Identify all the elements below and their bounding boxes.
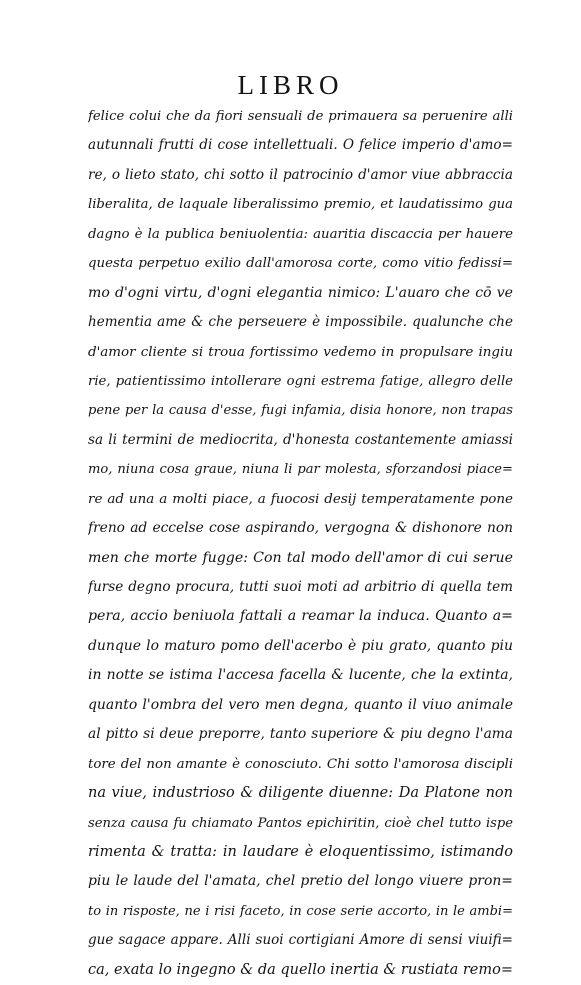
text-line: piu le laude del l'amata, chel pretio del longo viuere pron= <box>88 873 513 890</box>
text-line: re, o lieto stato, chi sotto il patrocinio d'amor viue abbraccia <box>88 166 513 183</box>
text-line: mo d'ogni virtu, d'ogni elegantia nimico: L'auaro che cō ve <box>88 284 513 301</box>
text-line: senza causa fu chiamato Pantos epichiritin, cioè chel tutto ispe <box>88 815 513 831</box>
text-line: felice colui che da fiori sensuali de primauera sa peruenire alli <box>88 109 513 124</box>
text-line: rimenta & tratta: in laudare è eloquentissimo, istimando <box>88 843 513 860</box>
text-line: al pitto si deue preporre, tanto superiore & piu degno l'ama <box>88 726 513 743</box>
text-line: d'amor cliente si troua fortissimo vedemo in propulsare ingiu <box>88 344 513 360</box>
text-line: na viue, industrioso & diligente diuenne: Da Platone non <box>88 785 513 802</box>
body-text <box>88 102 513 985</box>
text-line: rie, patientissimo intollerare ogni estrema fatige, allegro delle <box>88 373 513 389</box>
text-line: questa perpetuo exilio dall'amorosa corte, como vitio fedissi= <box>88 256 513 272</box>
text-line: gue sagace appare. Alli suoi cortigiani Amore di sensi viuifi= <box>88 932 513 949</box>
text-line: pera, accio beniuola fattali a reamar la induca. Quanto a= <box>88 608 513 625</box>
text-line: autunnali frutti di cose intellettuali. O felice imperio d'amo= <box>88 137 513 154</box>
text-line: hementia ame & che perseuere è impossibile. qualunche che <box>88 314 513 331</box>
text-line: in notte se istima l'accesa facella & lucente, che la extinta, <box>88 667 513 684</box>
text-line: furse degno procura, tutti suoi moti ad arbitrio di quella tem <box>88 579 513 595</box>
text-line: freno ad eccelse cose aspirando, vergogna & dishonore non <box>88 520 513 537</box>
text-line: liberalita, de laquale liberalissimo premio, et laudatissimo gua <box>88 197 513 213</box>
text-line: re ad una a molti piace, a fuocosi desij temperatamente pone <box>88 490 513 507</box>
text-line: sa li termini de mediocrita, d'honesta costantemente amiassi <box>88 431 513 448</box>
text-line: tore del non amante è conosciuto. Chi sotto l'amorosa discipli <box>88 756 513 772</box>
text-line: men che morte fugge: Con tal modo dell'amor di cui serue <box>88 549 513 566</box>
text-line: pene per la causa d'esse, fugi infamia, disia honore, non trapas <box>88 403 513 419</box>
text-line: mo, niuna cosa graue, niuna li par molesta, sforzandosi piace= <box>88 462 513 478</box>
running-head: LIBRO <box>237 70 344 100</box>
text-line: to in risposte, ne i risi faceto, in cose serie accorto, in le ambi= <box>88 903 513 919</box>
text-line: ca, exata lo ingegno & da quello inertia & rustiata remo= <box>88 961 513 978</box>
text-line: dagno è la publica beniuolentia: auaritia discaccia per hauere <box>88 226 513 242</box>
text-line: dunque lo maturo pomo dell'acerbo è piu grato, quanto piu <box>88 637 513 654</box>
text-line: quanto l'ombra del vero men degna, quanto il viuo animale <box>88 696 513 713</box>
